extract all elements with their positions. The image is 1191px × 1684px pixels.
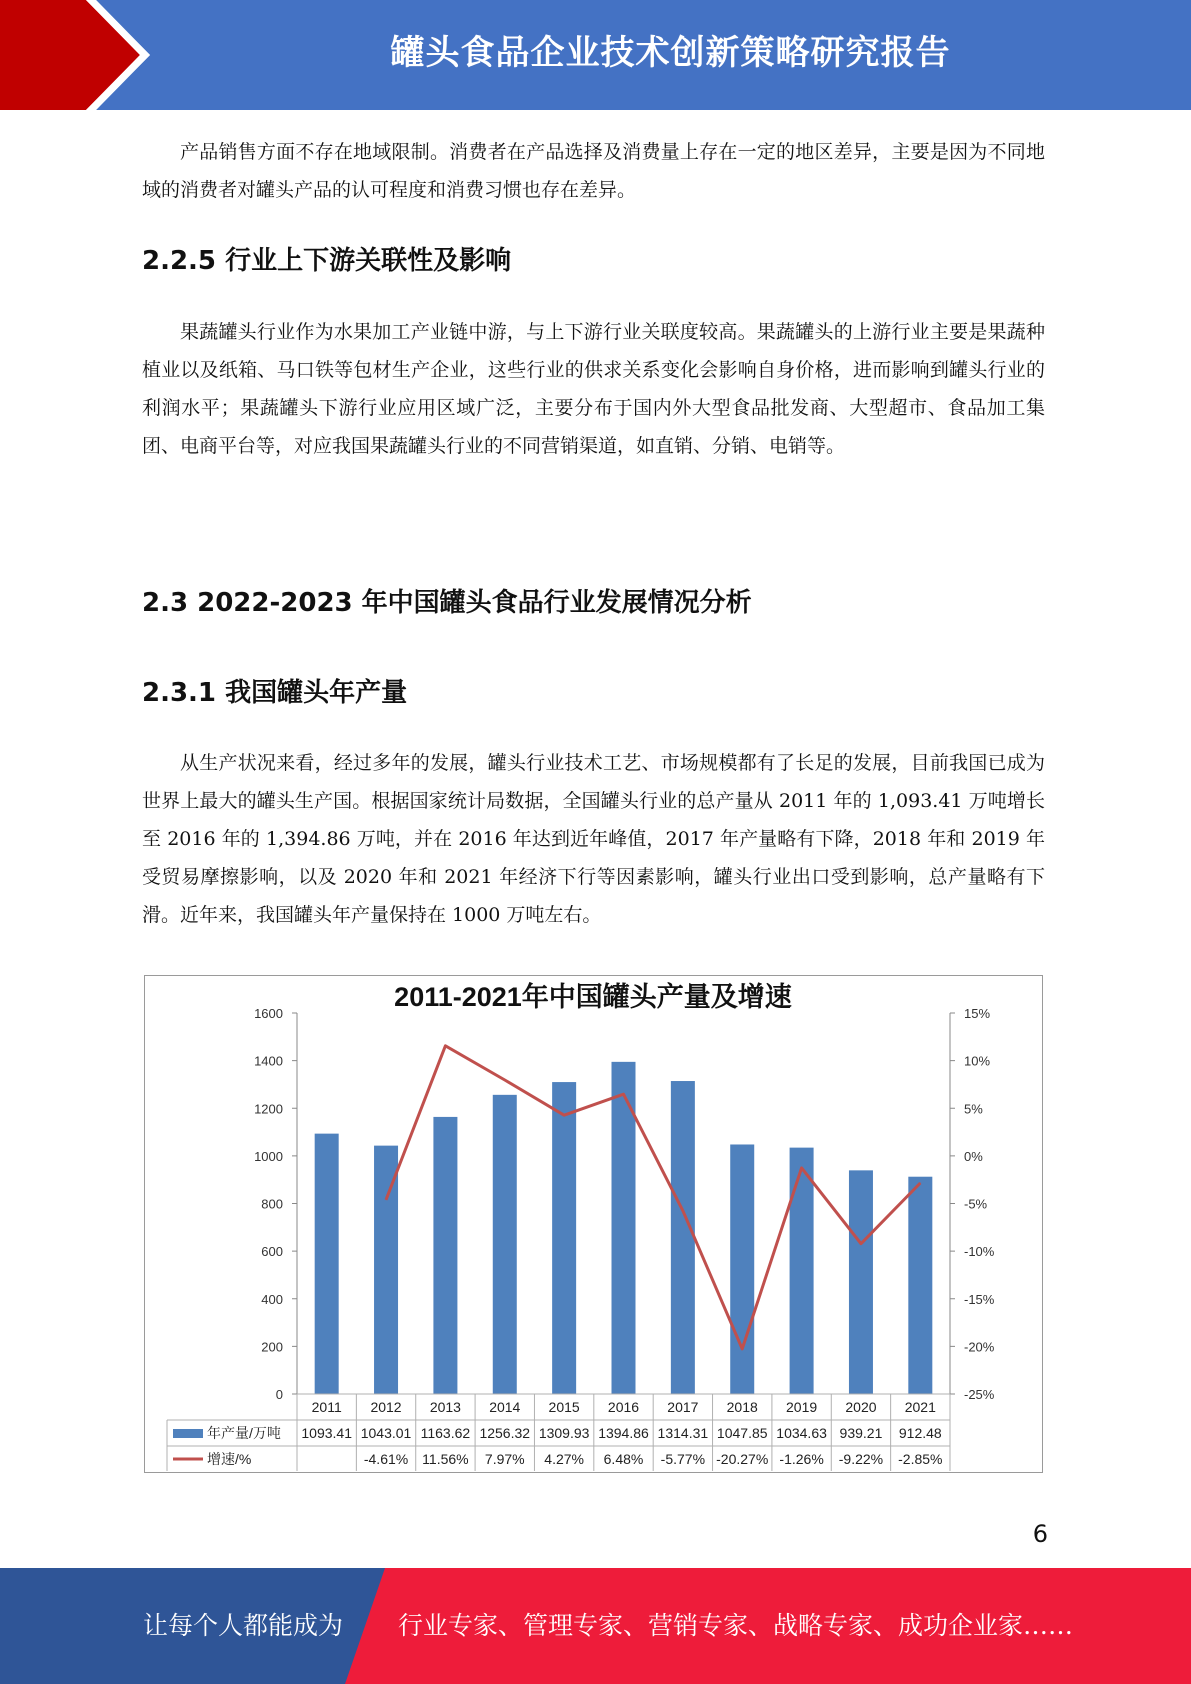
x-axis-tick-label: 2012: [370, 1399, 402, 1415]
table-cell-production: 1043.01: [360, 1425, 412, 1441]
report-title: 罐头食品企业技术创新策略研究报告: [390, 33, 951, 73]
table-cell-production: 1047.85: [716, 1425, 768, 1441]
footer-slogan-right: 行业专家、管理专家、营销专家、战略专家、成功企业家……: [398, 1611, 1074, 1640]
page-number: 6: [1032, 1520, 1048, 1548]
x-axis-tick-label: 2015: [548, 1399, 580, 1415]
growth-rate-point: [860, 1243, 861, 1244]
table-cell-production: 1093.41: [301, 1425, 352, 1441]
table-cell-growth: 4.27%: [544, 1451, 584, 1467]
right-axis-tick-label: -10%: [964, 1244, 995, 1260]
right-axis-tick-label: -25%: [964, 1387, 995, 1402]
bar-production: [908, 1177, 932, 1394]
table-cell-growth: 6.48%: [603, 1451, 644, 1467]
table-cell-growth: -9.22%: [838, 1451, 884, 1467]
x-axis-tick-label: 2011: [311, 1399, 342, 1415]
paragraph-1: [142, 133, 1045, 209]
right-axis-tick-label: -20%: [964, 1339, 995, 1355]
x-axis-tick-label: 2019: [786, 1399, 818, 1415]
table-cell-production: 1314.31: [657, 1425, 709, 1441]
x-axis-tick-label: 2016: [607, 1399, 640, 1415]
left-axis-tick-label: 200: [261, 1339, 283, 1355]
chart-title: 2011-2021年中国罐头产量及增速: [394, 982, 792, 1012]
growth-rate-point: [920, 1183, 921, 1184]
footer-slogan-left: 让每个人都能成为: [143, 1611, 344, 1640]
left-axis-tick-label: 0: [275, 1387, 283, 1402]
right-axis-tick-label: 5%: [964, 1101, 983, 1117]
bar-production: [849, 1170, 873, 1394]
bar-production: [790, 1148, 814, 1394]
legend-label-production: 年产量/万吨: [207, 1425, 281, 1441]
x-axis-tick-label: 2017: [667, 1399, 699, 1415]
bar-production: [493, 1095, 517, 1394]
paragraph-3: [142, 744, 1045, 934]
paragraph-text: 从生产状况来看，经过多年的发展，罐头行业技术工艺、市场规模都有了长足的发展，目前我国已成为世界上最大的罐头生产国。根据国家统计局数据，全国罐头行业的总产量从 2011 年的 1,093.41 万吨增长至 2016 年的 1,394.86 万吨，并在 2016 年达到近年峰值，2017 年产量略有下降，2018 年和 2019 年受贸易摩擦影响，以及 2020 年和 2021 年经济下行等因素影响，罐头行业出口受到影响，总产量略有下滑。近年来，我国罐头年产量保持在 1000 万吨左右。: [142, 752, 1045, 926]
growth-rate-point: [742, 1348, 743, 1349]
section-heading-2-3-1: 2.3.1 我国罐头年产量: [142, 678, 408, 708]
left-axis-tick-label: 1400: [254, 1053, 283, 1069]
paragraph-text: 产品销售方面不存在地域限制。消费者在产品选择及消费量上存在一定的地区差异，主要是因为不同地域的消费者对罐头产品的认可程度和消费习惯也存在差异。: [142, 141, 1045, 201]
legend-key-production: [173, 1429, 203, 1438]
right-axis-tick-label: 0%: [964, 1148, 983, 1164]
left-axis-tick-label: 1600: [254, 1006, 283, 1021]
right-axis-tick-label: -15%: [964, 1291, 995, 1307]
bar-production: [671, 1081, 695, 1394]
x-axis-tick-label: 2013: [429, 1399, 461, 1415]
left-axis-tick-label: 400: [261, 1291, 283, 1307]
growth-rate-point: [564, 1115, 565, 1116]
left-axis-tick-label: 1200: [254, 1101, 283, 1117]
growth-rate-point: [682, 1210, 683, 1211]
section-heading-2-2-5: 2.2.5 行业上下游关联性及影响: [142, 246, 512, 276]
table-cell-production: 939.21: [839, 1425, 883, 1441]
growth-rate-point: [504, 1079, 505, 1080]
bar-production: [315, 1134, 339, 1394]
right-axis-tick-label: -5%: [964, 1196, 988, 1212]
right-axis-tick-label: 15%: [964, 1006, 991, 1021]
growth-rate-point: [801, 1167, 802, 1168]
bar-production: [374, 1146, 398, 1394]
table-cell-production: 912.48: [898, 1425, 942, 1441]
left-axis-tick-label: 1000: [254, 1148, 283, 1164]
table-cell-growth: 11.56%: [422, 1451, 469, 1467]
right-axis-tick-label: 10%: [964, 1053, 991, 1069]
table-cell-growth: -5.77%: [660, 1451, 706, 1467]
paragraph-2: [142, 313, 1045, 465]
left-axis-tick-label: 800: [261, 1196, 283, 1212]
paragraph-text: 果蔬罐头行业作为水果加工产业链中游，与上下游行业关联度较高。果蔬罐头的上游行业主要是果蔬种植业以及纸箱、马口铁等包材生产企业，这些行业的供求关系变化会影响自身价格，进而影响到罐头行业的利润水平；果蔬罐头下游行业应用区域广泛，主要分布于国内外大型食品批发商、大型超市、食品加工集团、电商平台等，对应我国果蔬罐头行业的不同营销渠道，如直销、分销、电销等。: [142, 321, 1045, 457]
table-cell-production: 1034.63: [776, 1425, 827, 1441]
table-cell-growth: -1.26%: [779, 1451, 824, 1467]
table-cell-production: 1309.93: [538, 1425, 590, 1441]
x-axis-tick-label: 2020: [845, 1399, 877, 1415]
chart-svg: [145, 976, 1041, 1471]
table-cell-growth: -20.27%: [716, 1451, 769, 1467]
bar-production: [552, 1082, 576, 1394]
growth-rate-point: [386, 1199, 387, 1200]
growth-rate-point: [445, 1045, 446, 1046]
growth-rate-line: [386, 1046, 920, 1349]
legend-label-growth: 增速/%: [207, 1451, 252, 1467]
bar-production: [730, 1144, 754, 1394]
header-arrow-decoration: [0, 0, 160, 110]
left-axis-tick-label: 600: [261, 1244, 283, 1260]
production-chart: [144, 975, 1043, 1473]
table-cell-growth: 7.97%: [484, 1451, 525, 1467]
table-cell-production: 1394.86: [598, 1425, 649, 1441]
x-axis-tick-label: 2021: [904, 1399, 936, 1415]
table-cell-production: 1256.32: [479, 1425, 531, 1441]
table-cell-growth: -2.85%: [898, 1451, 943, 1467]
page-footer: [0, 1568, 1191, 1684]
page-header: [0, 0, 1191, 110]
x-axis-tick-label: 2014: [489, 1399, 521, 1415]
bar-production: [433, 1117, 457, 1394]
table-cell-production: 1163.62: [420, 1425, 471, 1441]
growth-rate-point: [623, 1094, 624, 1095]
table-cell-growth: -4.61%: [363, 1451, 409, 1467]
section-heading-2-3: 2.3 2022-2023 年中国罐头食品行业发展情况分析: [142, 588, 752, 618]
x-axis-tick-label: 2018: [726, 1399, 758, 1415]
